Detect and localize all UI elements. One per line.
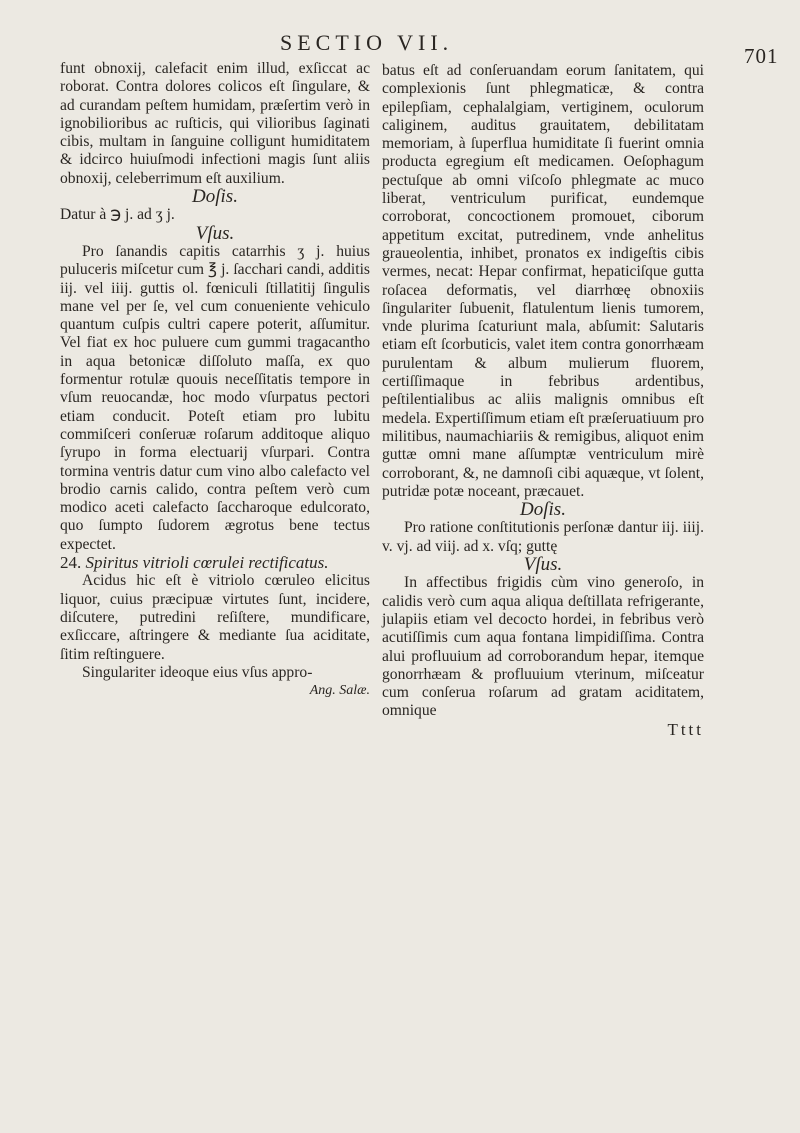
section-title: Spiritus vitrioli cœrulei rectificatus. <box>85 553 329 573</box>
page-number: 701 <box>744 44 779 68</box>
paragraph: In affectibus frigidis cùm vino generoſo, in calidis verò cum aqua aliqua deſtillata refrigerante, julapiis etiam vel decocto hordei, in febribus verò acutiſſimis cum aqua fontana limpidiſſima. Contra alui profluuium ad corroborandum hepar, itemque gonorrhæam & profluuium vterinum, miſceatur cum conſerua roſarum ad gratam aciditatem, omnique <box>382 574 704 720</box>
heading-dosis: Doſis. <box>192 186 238 208</box>
paragraph: Singulariter ideoque eius vſus appro- <box>82 663 313 681</box>
paragraph: Acidus hic eſt è vitriolo cœruleo elicitus liquor, cuius præcipuæ virtutes ſunt, incidere, diſcutere, putredini reſiſtere, mundificare, exſiccare, aſtringere & mediante ſua aciditate, ſitim reſtinguere. <box>60 572 370 663</box>
paragraph: Pro ſanandis capitis catarrhis ʒ j. huius puluceris miſcetur cum ℥ j. ſacchari candi, additis iij. vel iiij. guttis ol. fœniculi ſtillatitij ſingulis mane vel per ſe, vel cum conueniente vehiculo quantum cuſpis cultri capere poterit, aſſumitur. Vel fiat ex hoc puluere cum gummi tragacantho in aqua betonicæ diſſoluto maſſa, ex quo formentur rotulæ quouis neceſſitatis tempore in vſum reuocandæ, hoc modo vſurpatus pectori etiam conducit. Poteſt etiam pro lubitu commiſceri conſeruæ roſarum additoque aliquo ſyrupo in forma electuarij vſurpari. Contra tormina ventris datur cum vino albo calefacto vel brodio carnis calido, contra peſtem verò cum modico aceti calefacto ſaccharoque edulcorato, quo ſumpto ſudorem ægrotus bene tectus expectet. <box>60 242 370 553</box>
right-column <box>382 62 704 739</box>
dosis-text: Pro ratione conſtitutionis perſonæ dantur iij. iiij. v. vj. ad viij. ad x. vſq; guttę <box>382 519 704 555</box>
heading-dosis: Doſis. <box>520 499 566 521</box>
section-heading <box>60 554 370 572</box>
running-head: SECTIO VII. <box>280 30 454 55</box>
paragraph: funt obnoxij, calefacit enim illud, exſiccat ac roborat. Contra dolores colicos eſt ſingulare, & ad curandam peſtem humidam, præſertim verò in ignobilioribus ac ruſticis, qui vilioribus ſaginati cibis, multam in ſanguine colligunt humiditatem & idcirco huiuſmodi infectioni magis ſunt aliis obnoxij, celeberrimum eſt auxilium. <box>60 60 370 187</box>
signature-mark: Tttt <box>667 719 704 739</box>
dosis-text: Datur à ℈ j. ad ʒ j. <box>60 206 175 224</box>
heading-usus: Vſus. <box>195 222 235 244</box>
section-number: 24. <box>60 553 82 573</box>
left-column <box>60 60 370 700</box>
paragraph: batus eſt ad conſeruandam eorum ſanitatem, qui complexionis ſunt phlegmaticæ, & contra epilepſiam, cephalalgiam, vertiginem, oculorum caliginem, auditus grauitatem, debilitatam memoriam, à ſuperflua humiditate ſi fuerint omnia producta egregium eſt medicamen. Oeſophagum pectuſque ab omni viſcoſo phlegmate ac muco liberat, ventriculum purificat, eundemque corroborat, concoctionem promouet, ciborum appetitum excitat, putredinem, vnde anhelitus graueolentia, inhibet, pronatos ex indigeſtis cibis vermes, necat: Hepar confirmat, hepaticiſque gutta roſacea deformatis, vel diarrhœę obnoxiis ſingulariter ſubuenit, flatulentum lienis tumorem, vnde plurima ſcaturiunt mala, abſumit: Salutaris etiam eſt ſcorbuticis, valet item contra gonorrhæam purulentam & album mulierum fluorem, certiſſimaque in febribus ardentibus, peſtilentialibus ac aliis malignis omnibus eſt medela. Expertiſſimum etiam eſt præſeruatiuum pro militibus, naumachiariis & remigibus, aliquot enim guttæ omni mane aſſumptæ ventriculum mirè corroborant, &, ne damnoſi cibi aquæque, vt ſolent, putridæ potæ noceant, præcauet. <box>382 62 704 500</box>
heading-usus: Vſus. <box>523 554 563 576</box>
catchword: Ang. Salæ. <box>309 683 370 699</box>
